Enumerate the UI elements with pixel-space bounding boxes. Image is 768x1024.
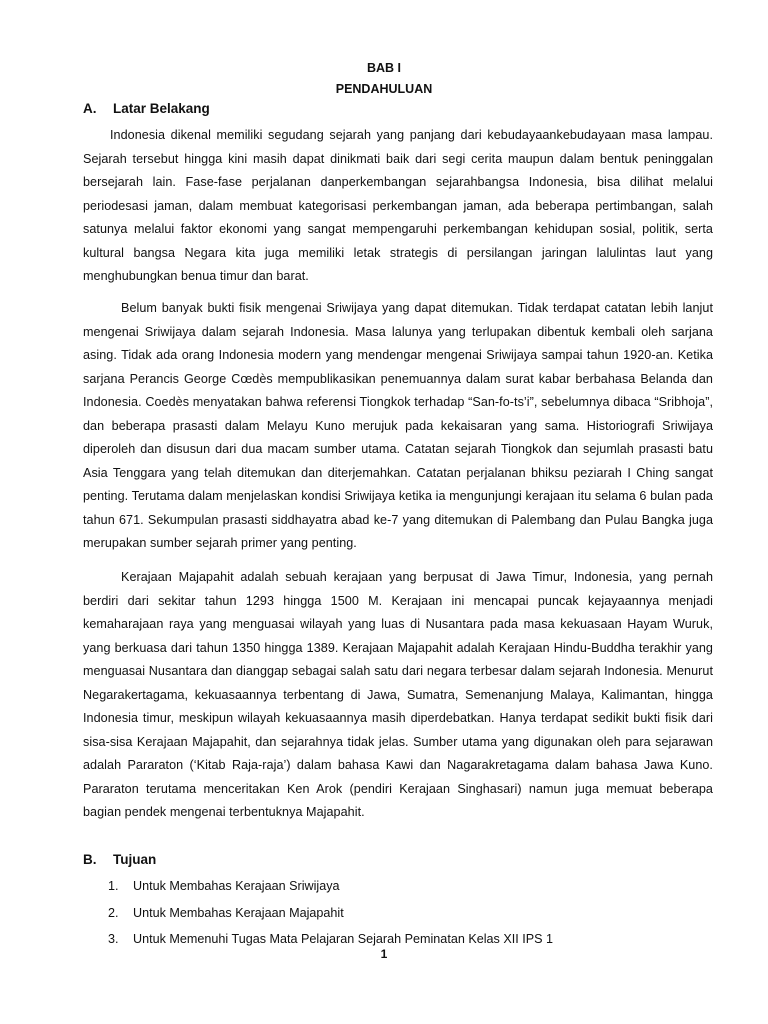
paragraph-text: Indonesia dikenal memiliki segudang sejarah yang panjang dari kebudayaankebudayaan masa lampau. Sejarah tersebut hingga kini masih dapat dinikmati baik dari segi cerita maupun dalam bentuk peninggalan bersejarah lain. Fase-fase perjalanan danperkembangan sejarahbangsa Indonesia, bisa dilihat melalui periodesasi jaman, dalam membuat kategorisasi perkembangan jaman, ada beberapa pertimbangan, salah satunya melalui faktor ekonomi yang sangat mempengaruhi perkembangan kehidupan sosial, politik, serta kultural bangsa Negara kita juga memiliki letak strategis di persilangan jaringan lalulintas laut yang menghubungkan benua timur dan barat.: [83, 128, 713, 283]
list-item-text: Untuk Membahas Kerajaan Sriwijaya: [133, 879, 340, 893]
paragraph-2: [83, 297, 713, 556]
paragraph-text: Belum banyak bukti fisik mengenai Sriwijaya yang dapat ditemukan. Tidak terdapat catatan lebih lanjut mengenai Sriwijaya dalam sejarah Indonesia. Masa lalunya yang terlupakan dibentuk kembali oleh sarjana asing. Tidak ada orang Indonesia modern yang mendengar mengenai Sriwijaya sampai tahun 1920-an. Ketika sarjana Perancis George Cœdès mempublikasikan penemuannya dalam surat kabar berbahasa Belanda dan Indonesia. Coedès menyatakan bahwa referensi Tiongkok terhadap “San-fo-ts’i”, sebelumnya dibaca “Sribhoja”, dan beberapa prasasti dalam Melayu Kuno merujuk pada kekaisaran yang sama. Historiografi Sriwijaya diperoleh dan disusun dari dua macam sumber utama. Catatan sejarah Tiongkok dan sejumlah prasasti batu Asia Tenggara yang telah ditemukan dan diterjemahkan. Catatan perjalanan bhiksu peziarah I Ching sangat penting. Terutama dalam menjelaskan kondisi Sriwijaya ketika ia mengunjungi kerajaan itu selama 6 bulan pada tahun 671. Sekumpulan prasasti siddhayatra abad ke-7 yang ditemukan di Palembang dan Pulau Bangka juga merupakan sumber sejarah primer yang penting.: [83, 301, 713, 550]
chapter-number: BAB I: [366, 61, 402, 75]
section-a-letter: A.: [83, 101, 97, 116]
list-item-number: 1.: [108, 879, 119, 893]
paragraph-3: [83, 566, 713, 825]
page-number: 1: [380, 947, 388, 961]
list-item-text: Untuk Memenuhi Tugas Mata Pelajaran Sejarah Peminatan Kelas XII IPS 1: [133, 932, 554, 946]
list-item-number: 2.: [108, 905, 119, 920]
list-item-number: 3.: [108, 932, 119, 946]
section-b-title: Tujuan: [113, 852, 157, 867]
list-item: [108, 903, 708, 930]
paragraph-text: Kerajaan Majapahit adalah sebuah kerajaan yang berpusat di Jawa Timur, Indonesia, yang pernah berdiri dari sekitar tahun 1293 hingga 1500 M. Kerajaan ini mencapai puncak kejayaannya menjadi kemaharajaan raya yang menguasai wilayah yang luas di Nusantara pada masa kekuasaan Hayam Wuruk, yang berkuasa dari tahun 1350 hingga 1389. Kerajaan Majapahit adalah Kerajaan Hindu-Buddha terakhir yang menguasai Nusantara dan dianggap sebagai salah satu dari negara terbesar dalam sejarah Indonesia. Menurut Negarakertagama, kekuasaannya terbentang di Jawa, Sumatra, Semenanjung Malaya, Kalimantan, hingga Indonesia timur, meskipun wilayah kekuasaannya masih diperdebatkan. Hanya terdapat sedikit bukti fisik dari sisa-sisa Kerajaan Majapahit, dan sejarahnya tidak jelas. Sumber utama yang digunakan oleh para sejarawan adalah Pararaton (‘Kitab Raja-raja’) dalam bahasa Kawi dan Nagarakretagama dalam bahasa Jawa Kuno. Pararaton terutama menceritakan Ken Arok (pendiri Kerajaan Singhasari) namun juga memuat beberapa bagian pendek mengenai terbentuknya Majapahit.: [83, 570, 713, 819]
goals-list: [108, 876, 708, 956]
section-b-heading: [83, 852, 156, 867]
section-a-title: Latar Belakang: [113, 101, 210, 116]
chapter-title: PENDAHULUAN: [335, 82, 433, 96]
section-b-letter: B.: [83, 852, 97, 867]
list-item: [108, 876, 708, 903]
paragraph-1: [83, 124, 713, 289]
list-item-text: Untuk Membahas Kerajaan Majapahit: [133, 905, 344, 920]
section-a-heading: [83, 101, 210, 116]
